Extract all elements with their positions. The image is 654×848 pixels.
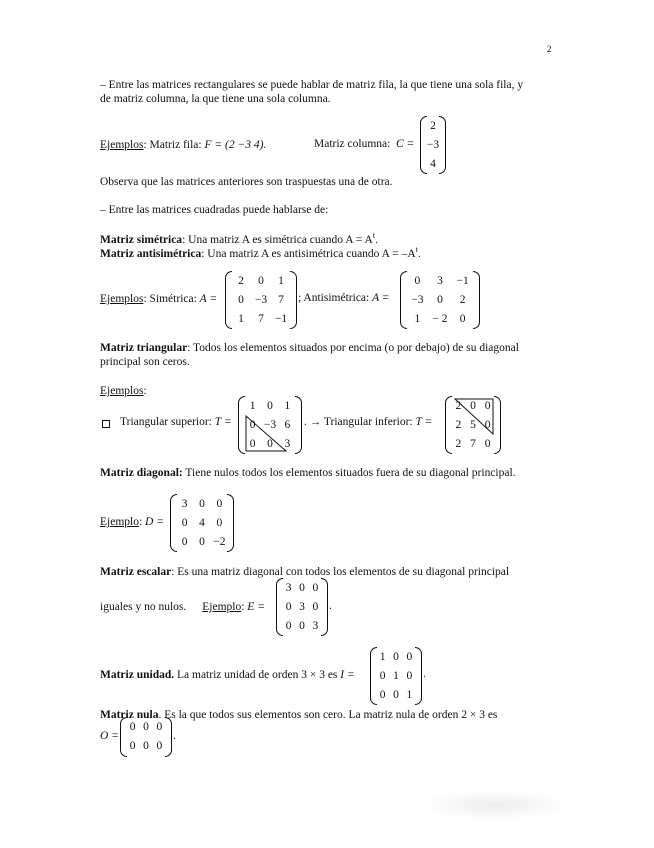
simetrica-definition: Matriz simétrica: Una matriz A es simétrica cuando $A = A^t$. [100, 231, 378, 246]
matrix-cell: 1 [414, 313, 421, 325]
matrix-cell: 2 [430, 120, 436, 132]
matrix-cell: 0 [129, 721, 136, 733]
example-simetrica: Ejemplos: Simétrica: A = [100, 293, 218, 305]
example-fila-columna [100, 138, 266, 152]
diagonal-definition: Matriz diagonal: Tiene nulos todos los elementos situados fuera de su diagonal principal. [100, 467, 516, 479]
example-label: Ejemplos [100, 139, 144, 151]
matrix-cell: 0 [216, 517, 223, 529]
matrix-c [420, 116, 446, 174]
matrix-cell: 0 [285, 601, 292, 613]
matrix-cell: 0 [484, 438, 491, 450]
matrix-o-label: O = [100, 730, 119, 742]
matrix-cell: 0 [156, 740, 163, 752]
matrix-cell: 0 [312, 601, 319, 613]
square-bullet-icon [102, 420, 110, 428]
matrix-cell: 2 [455, 400, 462, 412]
matrix-cell: 1 [406, 689, 413, 701]
intro-line-2: de matriz columna, la que tiene una sola columna. [100, 93, 331, 105]
scan-smudge [420, 790, 570, 820]
matrix-cell: 2 [238, 275, 244, 287]
matrix-a-simetrica [225, 271, 297, 329]
matrix-cell: 0 [393, 651, 399, 663]
matrix-cell: 0 [437, 294, 443, 306]
matrix-cell: 0 [406, 670, 413, 682]
matrix-a-antisimetrica [400, 271, 480, 329]
matrix-cell: −2 [213, 536, 226, 548]
matrix-i [370, 647, 422, 705]
matrix-cell: 1 [379, 651, 386, 663]
matrix-cell: 0 [143, 721, 149, 733]
matrix-t-inferior [445, 396, 501, 454]
matrix-cell: 0 [379, 670, 386, 682]
matrix-cell: 0 [258, 275, 264, 287]
nula-definition: Matriz nula. Es la que todos sus elementos son cero. La matriz nula de orden 2 × 3 es [100, 709, 498, 721]
matrix-cell: 0 [406, 651, 413, 663]
matrix-cell: 0 [199, 536, 205, 548]
observa-text: Observa que las matrices anteriores son traspuestas una de otra. [100, 176, 393, 188]
matrix-cell: −1 [456, 275, 469, 287]
matrix-cell: 2 [455, 419, 462, 431]
matrix-cell: 3 [285, 582, 292, 594]
antisimetrica-label: ; Antisimétrica: A = [298, 292, 390, 304]
period: . [329, 600, 332, 612]
cuadradas-text: – Entre las matrices cuadradas puede hablarse de: [100, 204, 329, 216]
matrix-c-label: C = [396, 138, 415, 150]
matrix-cell: 0 [181, 517, 188, 529]
unidad-definition: Matriz unidad. La matriz unidad de orden 3 × 3 es I = [100, 669, 355, 681]
matrix-cell: 3 [284, 438, 291, 450]
matrix-cell: 3 [437, 275, 443, 287]
matrix-cell: − 2 [432, 313, 448, 325]
period: . [173, 730, 176, 742]
matrix-cell: 0 [216, 498, 223, 510]
matrix-cell: 1 [249, 400, 256, 412]
matrix-cell: 0 [238, 294, 244, 306]
antisimetrica-definition: Matriz antisimétrica: Una matriz A es antisimétrica cuando $A = -A^t$. [100, 245, 421, 260]
matrix-cell: 1 [284, 400, 291, 412]
matrix-cell: 2 [459, 294, 466, 306]
matrix-cell: 4 [199, 517, 205, 529]
matrix-cell: 0 [156, 721, 163, 733]
term: Matriz simétrica [100, 233, 183, 246]
matrix-cell: 2 [455, 438, 462, 450]
matrix-cell: 0 [414, 275, 421, 287]
matrix-d [170, 494, 234, 552]
triangular-inferior-label: . → Triangular inferior: T = [304, 416, 433, 428]
matrix-cell: 0 [285, 620, 292, 632]
matrix-cell: 0 [199, 498, 205, 510]
matrix-cell: 3 [181, 498, 188, 510]
triangular-definition-cont: principal son ceros. [100, 356, 190, 368]
matrix-columna-label: Matriz columna: [314, 138, 391, 150]
matrix-cell: 0 [393, 689, 399, 701]
matrix-cell: 0 [312, 582, 319, 594]
matrix-cell: 1 [278, 275, 284, 287]
matrix-cell: −3 [263, 419, 277, 431]
matrix-cell: −3 [411, 294, 424, 306]
page-number: 2 [547, 44, 552, 54]
matrix-cell: 0 [484, 400, 491, 412]
matrix-cell: 3 [312, 620, 319, 632]
matrix-cell: 0 [299, 620, 305, 632]
example-text: : Matriz fila: [143, 139, 205, 151]
matrix-cell: 7 [278, 294, 284, 306]
matrix-cell: −1 [274, 313, 288, 325]
matrix-cell: 0 [379, 689, 386, 701]
matrix-e [276, 578, 328, 636]
matrix-cell: −3 [254, 294, 268, 306]
matrix-cell: 7 [470, 438, 476, 450]
matrix-f-equation: F = (2 −3 4). [204, 139, 267, 151]
matrix-cell: 0 [459, 313, 466, 325]
escalar-definition-cont: iguales y no nulos. Ejemplo: E = [100, 601, 265, 613]
intro-line-1: – Entre las matrices rectangulares se puede hablar de matriz fila, la que tiene una sola fila, y [100, 79, 524, 91]
matrix-cell: 0 [484, 419, 491, 431]
matrix-cell: 0 [181, 536, 188, 548]
matrix-cell: 0 [143, 740, 149, 752]
matrix-cell: 5 [470, 419, 476, 431]
matrix-cell: 0 [267, 438, 273, 450]
matrix-cell: 0 [129, 740, 136, 752]
matrix-cell: 0 [249, 419, 256, 431]
matrix-cell: 1 [393, 670, 399, 682]
matrix-cell: 0 [470, 400, 476, 412]
escalar-definition: Matriz escalar: Es una matriz diagonal con todos los elementos de su diagonal principal [100, 566, 510, 578]
matrix-t-superior [238, 396, 302, 454]
term: Matriz antisimétrica [100, 247, 202, 260]
triangular-definition: Matriz triangular: Todos los elementos situados por encima (o por debajo) de su diagonal [100, 342, 519, 354]
matrix-cell: −3 [426, 139, 440, 151]
matrix-cell: 3 [299, 601, 305, 613]
matrix-cell: 0 [267, 400, 273, 412]
example-triangular-label: Ejemplos: [100, 385, 147, 397]
matrix-cell: 4 [430, 158, 436, 170]
period: . [423, 668, 426, 680]
triangular-superior-label: Triangular superior: T = [120, 416, 232, 428]
matrix-o [120, 717, 172, 757]
matrix-cell: 1 [238, 313, 244, 325]
matrix-cell: 0 [249, 438, 256, 450]
matrix-cell: 7 [258, 313, 264, 325]
matrix-cell: 6 [284, 419, 291, 431]
example-diagonal: Ejemplo: D = [100, 516, 164, 528]
matrix-cell: 0 [299, 582, 305, 594]
